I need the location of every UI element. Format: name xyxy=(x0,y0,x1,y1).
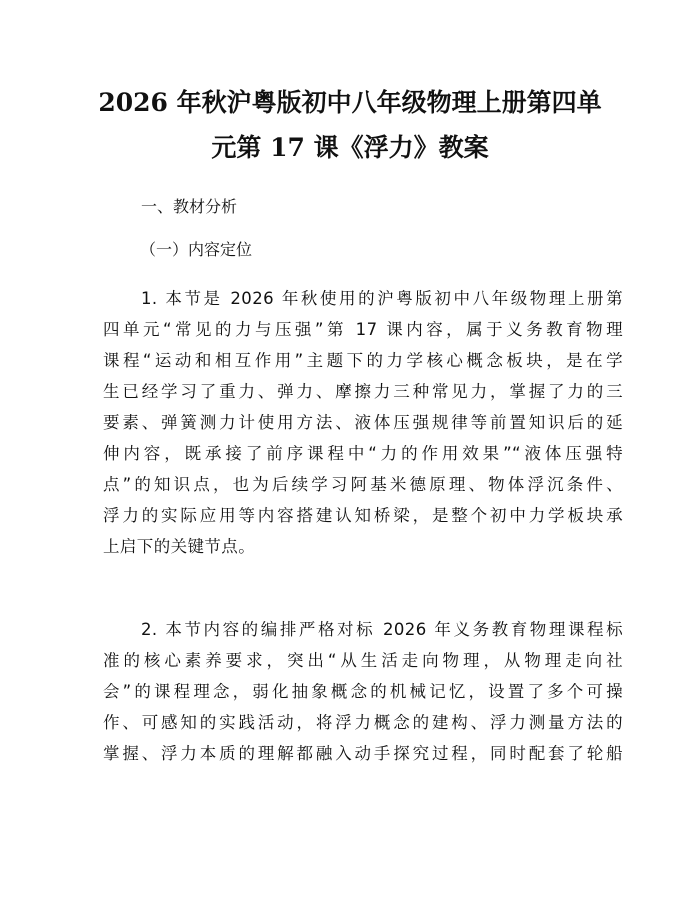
paragraph-line: 生已经学习了重力、弹力、摩擦力三种常见力，掌握了力的三 xyxy=(103,382,623,401)
paragraph-line: 掌握、浮力本质的理解都融入动手探究过程，同时配套了轮船 xyxy=(103,744,623,763)
paragraph-line: 浮力的实际应用等内容搭建认知桥梁，是整个初中力学板块承 xyxy=(103,506,623,525)
section-heading: 一、教材分析 xyxy=(141,197,238,216)
paragraph-line: 会”的课程理念，弱化抽象概念的机械记忆，设置了多个可操 xyxy=(103,682,623,701)
paragraph-line: 作、可感知的实践活动，将浮力概念的建构、浮力测量方法的 xyxy=(103,713,623,732)
paragraph-line: 课程“运动和相互作用”主题下的力学核心概念板块，是在学 xyxy=(103,351,623,370)
document-title-line-1: 2026 年秋沪粤版初中八年级物理上册第四单 xyxy=(98,88,602,117)
paragraph-1 xyxy=(103,283,623,562)
paragraph-line: 准的核心素养要求，突出“从生活走向物理，从物理走向社 xyxy=(103,651,623,670)
subsection-heading: （一）内容定位 xyxy=(140,240,253,259)
paragraph-line: 1. 本节是 2026 年秋使用的沪粤版初中八年级物理上册第 xyxy=(141,289,623,308)
paragraph-2 xyxy=(103,614,623,769)
paragraph-line: 要素、弹簧测力计使用方法、液体压强规律等前置知识后的延 xyxy=(103,413,623,432)
paragraph-line: 2. 本节内容的编排严格对标 2026 年义务教育物理课程标 xyxy=(141,620,623,639)
paragraph-line: 伸内容，既承接了前序课程中“力的作用效果”“液体压强特 xyxy=(103,444,623,463)
paragraph-line: 点”的知识点，也为后续学习阿基米德原理、物体浮沉条件、 xyxy=(103,475,623,494)
paragraph-line: 四单元“常见的力与压强”第 17 课内容，属于义务教育物理 xyxy=(103,320,623,339)
paragraph-line: 上启下的关键节点。 xyxy=(103,537,256,556)
document-title-line-2: 元第 17 课《浮力》教案 xyxy=(211,133,489,162)
